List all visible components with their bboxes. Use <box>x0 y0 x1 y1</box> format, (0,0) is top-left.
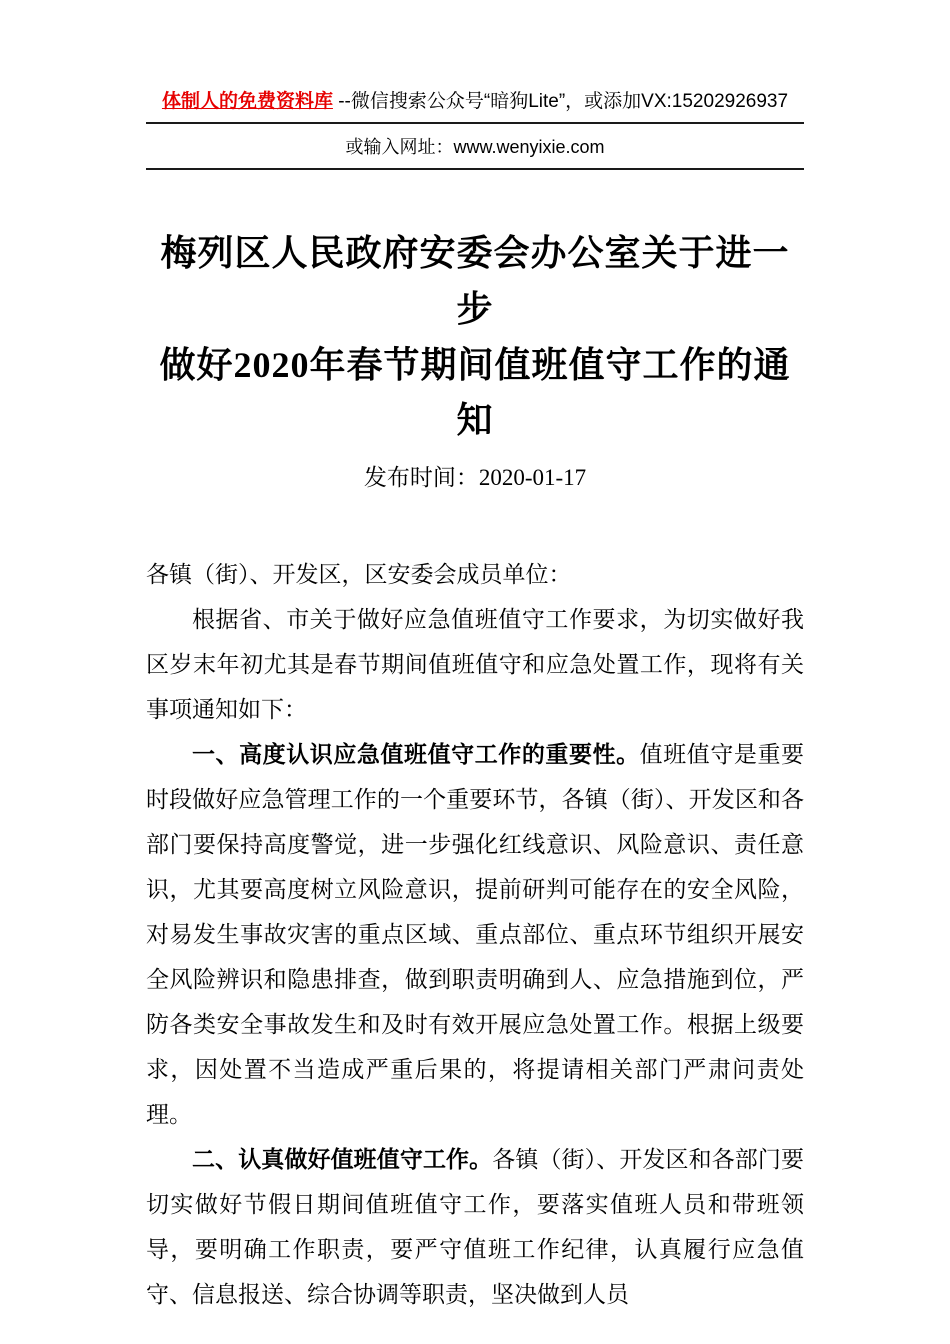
header-divider-bottom <box>146 168 804 170</box>
body-paragraph <box>146 552 804 597</box>
paragraph-heading-run: 一、高度认识应急值班值守工作的重要性。 <box>192 742 640 768</box>
paragraph-text-run: 各镇（街）、开发区，区安委会成员单位： <box>146 562 572 588</box>
page-title-line1: 梅列区人民政府安委会办公室关于进一步 <box>160 233 790 329</box>
paragraph-text-run: 根据省、市关于做好应急值班值守工作要求，为切实做好我区岁末年初尤其是春节期间值班值守和应急处置工作，现将有关事项通知如下： <box>146 607 804 723</box>
header-line1 <box>146 86 804 113</box>
page-title-line2: 做好2020年春节期间值班值守工作的通知 <box>159 344 791 441</box>
header-info-text: --微信搜索公众号“暗狗Lite”，或添加VX:15202926937 <box>332 91 789 112</box>
header-url-line: 或输入网址：www.wenyixie.com <box>345 137 605 157</box>
publish-date: 发布时间：2020-01-17 <box>363 465 587 491</box>
body-paragraph <box>146 732 804 1137</box>
document-body <box>146 552 804 1317</box>
paragraph-text-run: 各镇（街）、开发区和各部门要切实做好节假日期间值班值守工作，要落实值班人员和带班领导，要明确工作职责，要严守值班工作纪律，认真履行应急值守、信息报送、综合协调等职责，坚决做到人员 <box>146 1147 805 1308</box>
watermark-header <box>146 86 804 170</box>
brand-label: 体制人的免费资料库 <box>161 91 333 112</box>
body-paragraph <box>146 1137 804 1317</box>
paragraph-heading-run: 二、认真做好值班值守工作。 <box>192 1147 493 1173</box>
page-title <box>146 226 804 449</box>
paragraph-text-run: 值班值守是重要时段做好应急管理工作的一个重要环节，各镇（街）、开发区和各部门要保持高度警觉，进一步强化红线意识、风险意识、责任意识，尤其要高度树立风险意识，提前研判可能存在的安全风险，对易发生事故灾害的重点区域、重点部位、重点环节组织开展安全风险辨识和隐患排查，做到职责明确到人、应急措施到位，严防各类安全事故发生和及时有效开展应急处置工作。根据上级要求，因处置不当造成严重后果的，将提请相关部门严肃问责处理。 <box>146 742 805 1128</box>
body-paragraph <box>146 597 804 732</box>
